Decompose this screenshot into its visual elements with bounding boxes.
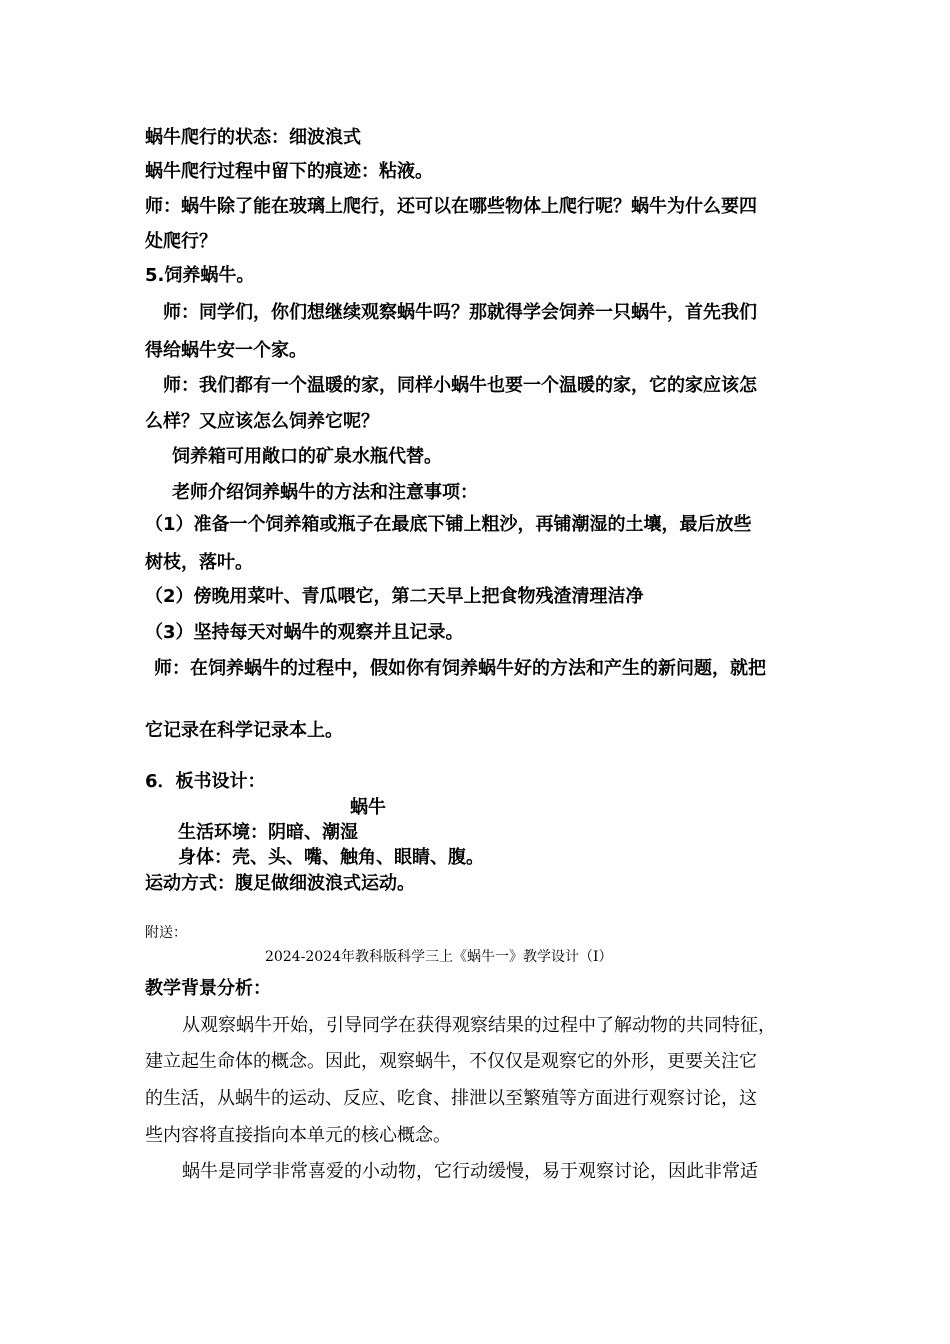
board-title: 蜗牛	[350, 797, 386, 818]
board-line: 生活环境：阴暗、潮湿	[178, 822, 358, 843]
text-line: 老师介绍饲养蜗牛的方法和注意事项：	[172, 482, 478, 503]
paragraph-line: 从观察蜗牛开始，引导同学在获得观察结果的过程中了解动物的共同特征，	[182, 1015, 776, 1036]
text-line: 师：在饲养蜗牛的过程中，假如你有饲养蜗牛好的方法和产生的新问题，就把	[154, 658, 766, 679]
text-line: 它记录在科学记录本上。	[145, 720, 343, 741]
text-line: 得给蜗牛安一个家。	[145, 340, 307, 361]
list-item: （1）准备一个饲养箱或瓶子在最底下铺上粗沙，再铺潮湿的土壤，最后放些	[145, 514, 752, 535]
text-line: 蜗牛爬行的状态：细波浪式	[145, 127, 361, 148]
text-line: 师：同学们，你们想继续观察蜗牛吗？那就得学会饲养一只蜗牛，首先我们	[163, 302, 757, 323]
paragraph-line: 蜗牛是同学非常喜爱的小动物，它行动缓慢，易于观察讨论，因此非常适	[182, 1161, 758, 1182]
text-line: 师：我们都有一个温暖的家，同样小蜗牛也要一个温暖的家，它的家应该怎	[163, 375, 757, 396]
paragraph-line: 的生活，从蜗牛的运动、反应、吃食、排泄以至繁殖等方面进行观察讨论，这	[145, 1088, 757, 1109]
list-item: （2）傍晚用菜叶、青瓜喂它，第二天早上把食物残渣清理洁净	[145, 586, 644, 607]
section-heading: 5.饲养蜗牛。	[145, 265, 255, 286]
appendix-heading: 教学背景分析：	[145, 978, 271, 999]
text-line: 么样？又应该怎么饲养它呢？	[145, 411, 379, 432]
list-item: （3）坚持每天对蜗牛的观察并且记录。	[145, 622, 464, 643]
paragraph-line: 些内容将直接指向本单元的核心概念。	[145, 1125, 451, 1146]
board-line: 运动方式：腹足做细波浪式运动。	[145, 873, 415, 894]
appendix-label: 附送：	[145, 925, 187, 941]
text-line: 处爬行？	[145, 231, 217, 252]
paragraph-line: 建立起生命体的概念。因此，观察蜗牛，不仅仅是观察它的外形，更要关注它	[145, 1051, 757, 1072]
text-line: 师：蜗牛除了能在玻璃上爬行，还可以在哪些物体上爬行呢？蜗牛为什么要四	[145, 196, 757, 217]
board-line: 身体：壳、头、嘴、触角、眼睛、腹。	[178, 847, 484, 868]
text-line: 蜗牛爬行过程中留下的痕迹：粘液。	[145, 161, 433, 182]
text-line: 树枝，落叶。	[145, 552, 253, 573]
appendix-title: 2024-2024年教科版科学三上《蜗牛一》教学设计（I）	[265, 949, 613, 965]
text-line: 饲养箱可用敞口的矿泉水瓶代替。	[172, 446, 442, 467]
section-heading: 6．板书设计：	[145, 771, 266, 792]
